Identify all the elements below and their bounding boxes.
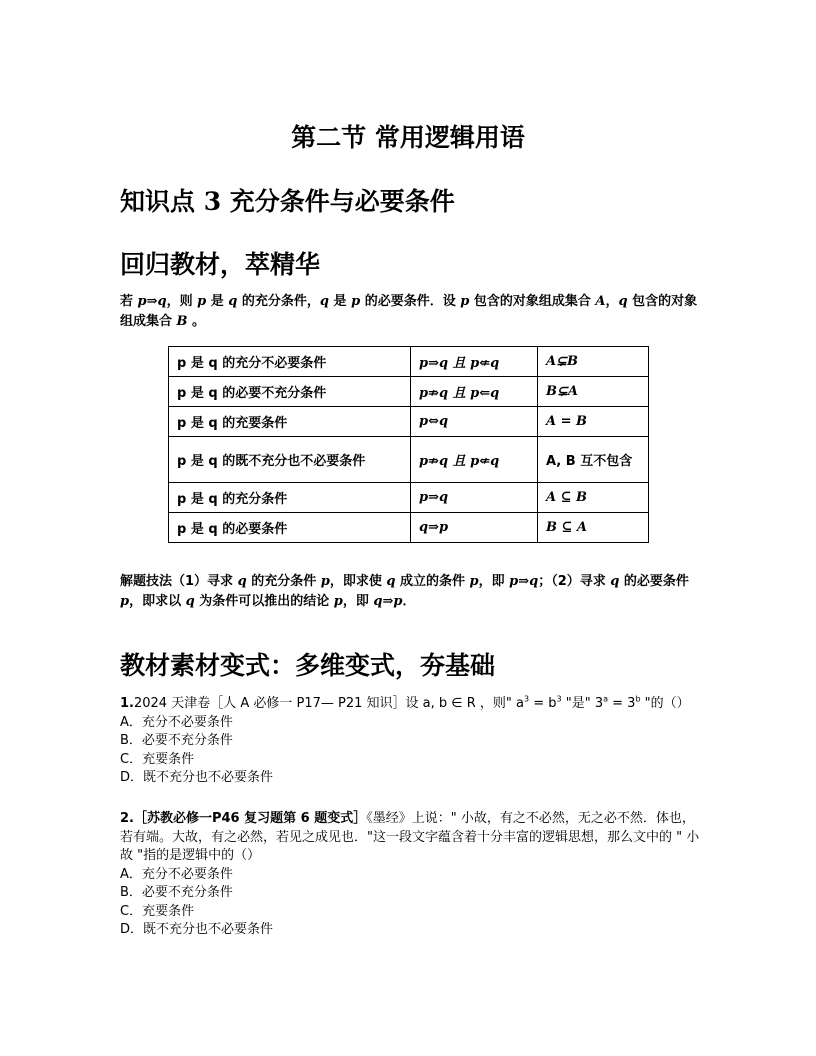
table-row bbox=[169, 483, 649, 513]
table-cell-set: A⊊B bbox=[538, 347, 649, 377]
table-cell-set: A ⊆ B bbox=[538, 483, 649, 513]
page-title: 第二节 常用逻辑用语 bbox=[291, 123, 525, 152]
table-cell-condition: p 是 q 的充分不必要条件 bbox=[169, 347, 411, 377]
question-stem: 1.2024 天津卷［人 A 必修一 P17— P21 知识］设 a, b ∈ R ，则" $a^3 = b^3$ "是" $3^a = 3^b$ "的（） bbox=[120, 694, 690, 711]
section-heading-review: 回归教材，萃精华 bbox=[120, 250, 321, 279]
question-1 bbox=[120, 695, 700, 788]
intro-paragraph: 若 p⇒q，则 p 是 q 的充分条件，q 是 p 的必要条件．设 p 包含的对象组成集合 A，q 包含的对象组成集合 B 。 bbox=[120, 294, 698, 329]
question-2 bbox=[120, 810, 700, 940]
table-cell-logic: q⇒p bbox=[411, 513, 538, 543]
table-cell-set: B⊊A bbox=[538, 377, 649, 407]
table-cell-condition: p 是 q 的必要条件 bbox=[169, 513, 411, 543]
section-heading-variants: 教材素材变式：多维变式，夯基础 bbox=[120, 651, 496, 680]
condition-table bbox=[168, 346, 649, 543]
option-b: B．必要不充分条件 bbox=[120, 885, 233, 900]
option-d: D．既不充分也不必要条件 bbox=[120, 922, 274, 937]
option-a: A．充分不必要条件 bbox=[120, 714, 233, 730]
section-heading-knowledge: 知识点 3 充分条件与必要条件 bbox=[120, 187, 455, 216]
option-a: A．充分不必要条件 bbox=[120, 866, 233, 882]
option-c: C．充要条件 bbox=[120, 751, 195, 767]
table-cell-set: A = B bbox=[538, 407, 649, 437]
table-cell-logic: p⇒q 且 p⇍q bbox=[411, 347, 538, 377]
table-row bbox=[169, 513, 649, 543]
table-cell-set: B ⊆ A bbox=[538, 513, 649, 543]
table-cell-logic: p⇒q bbox=[411, 483, 538, 513]
table-row bbox=[169, 437, 649, 483]
table-cell-condition: p 是 q 的必要不充分条件 bbox=[169, 377, 411, 407]
table-cell-condition: p 是 q 的既不充分也不必要条件 bbox=[169, 437, 411, 483]
option-d: D．既不充分也不必要条件 bbox=[120, 770, 274, 785]
option-c: C．充要条件 bbox=[120, 903, 195, 919]
table-cell-condition: p 是 q 的充要条件 bbox=[169, 407, 411, 437]
solving-tips-paragraph: 解题技法（1）寻求 q 的充分条件 p，即求使 q 成立的条件 p，即 p⇒q；（2）寻求 q 的必要条件 p，即求以 q 为条件可以推出的结论 p，即 q⇒p． bbox=[120, 574, 689, 609]
table-cell-set: A, B 互不包含 bbox=[538, 437, 649, 483]
table-row bbox=[169, 347, 649, 377]
table-cell-logic: p⇏q 且 p⇐q bbox=[411, 377, 538, 407]
table-cell-logic: p⇔q bbox=[411, 407, 538, 437]
question-stem: 2.［苏教必修一P46 复习题第 6 题变式］《墨经》上说：" 小故，有之不必然，无之必不然．体也，若有端。大故，有之必然，若见之成见也．"这一段文字蕴含着十分丰富的逻辑思想，那么文中的 " 小故 "指的是逻辑中的（） bbox=[120, 811, 700, 863]
table-row bbox=[169, 407, 649, 437]
table-row bbox=[169, 377, 649, 407]
table-cell-condition: p 是 q 的充分条件 bbox=[169, 483, 411, 513]
option-b: B．必要不充分条件 bbox=[120, 733, 233, 748]
table-cell-logic: p⇏q 且 p⇍q bbox=[411, 437, 538, 483]
